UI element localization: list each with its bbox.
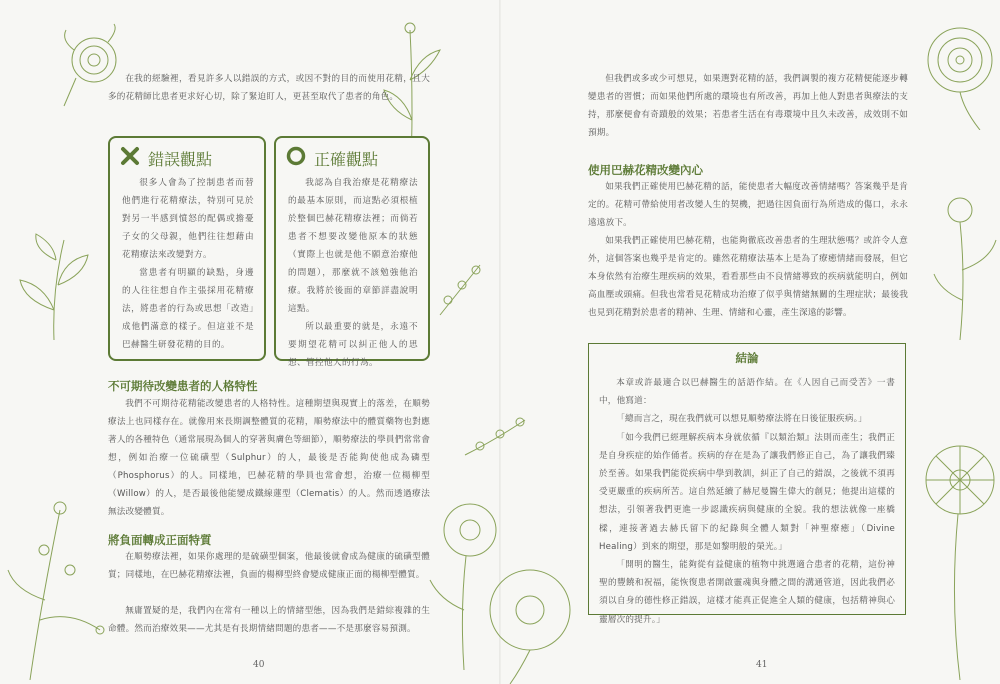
conclusion-text bbox=[599, 374, 895, 629]
page-number-left: 40 bbox=[253, 660, 265, 670]
section-text-personality: 我們不可期待花精能改變患者的人格特性。這種期望與現實上的落差，在順勢療法上也同樣存在。就像用來長期調整體質的花精，順勢療法中的體質藥物也對應著人的各種特色（通常展現為個人的穿著與膚色等細節），順勢療法的學員們常常會想，例如治療一位硫磺型（Sulphur）的人，最後是否能夠使他成為磷型（Phosphorus）的人。同樣地，巴赫花精的學員也常會想，治療一位楊柳型（Willow）的人，是否最後他能變成鐵線蓮型（Clematis）的人。然而透過療法無法改變體質。 bbox=[108, 399, 430, 517]
conclusion-box bbox=[588, 343, 906, 625]
wrong-view-title: 錯誤觀點 bbox=[148, 149, 213, 169]
wrong-view-text bbox=[122, 174, 254, 354]
branch-illustration-icon bbox=[0, 490, 110, 680]
conclusion-quote: 「開明的醫生，能夠從有益健康的植物中挑選適合患者的花精，這份神聖的豐饒和祝福，能恢復患者開啟靈魂與身體之間的溝通管道，因此我們必須以自身的德性修正錯誤，這樣才能真正促進全人類的健康，包括精神與心靈層次的提升。」 bbox=[599, 560, 895, 625]
right-view-title-row bbox=[286, 146, 378, 170]
conclusion-quote: 「如今我們已經理解疾病本身就依循『以類治類』法則而產生；我們正是自身疾症的始作俑者。疾病的存在是為了讓我們修正自己，為了讓我們臻於至善。如果我們能從疾病中學到教訓，糾正了自己的錯誤，之後就不須再受更嚴重的疾病所苦。這自然延續了赫尼曼醫生偉大的創見；他提出這樣的想法，引領著我們更進一步認識疾病與健康的全貌。我的想法就像一座橋樑，連接著過去赫氏留下的紀錄與全體人類對「神聖療癒」（Divine Healing）到來的期望，那是如黎明般的榮光。」 bbox=[599, 432, 895, 552]
circle-icon bbox=[286, 146, 306, 170]
conclusion-quote: 「總而言之，現在我們就可以想見順勢療法將在日後征服疾病。」 bbox=[616, 414, 867, 425]
right-intro-paragraph: 但我們或多或少可想見，如果選對花精的話，我們調製的複方花精便能逐步轉變患者的習慣；而如果他們所處的環境也有所改善，再加上他人對患者與療法的支持，那麼便會有奇蹟般的效果；若患者生活在有毒環境中且久未改善，成效則不如預期。 bbox=[588, 74, 908, 138]
leaf-illustration-icon bbox=[14, 230, 94, 340]
dahlia-illustration-icon bbox=[920, 20, 1000, 130]
right-view-text bbox=[288, 174, 418, 372]
cross-icon bbox=[120, 146, 140, 170]
conclusion-paragraph: 本章或許最適合以巴赫醫生的話語作結。在《人因自己而受苦》一書中，他寫道： bbox=[599, 378, 895, 407]
right-view-paragraph: 我認為自我治療是花精療法的最基本原則，而這點必須根植於整個巴赫花精療法裡；而倘若患者不想要改變他原本的狀態（實際上也就是他不願意治療他的問題），那麼就不該勉強他治療。我將於後面的章節詳盡說明這點。 bbox=[288, 178, 418, 314]
wrong-view-paragraph: 當患者有明顯的缺點，身邊的人往往想自作主張採用花精療法，將患者的行為或思想「改造」成他們滿意的樣子。但這並不是巴赫醫生研發花精的目的。 bbox=[122, 268, 254, 350]
daisy-illustration-icon bbox=[910, 430, 1000, 680]
sprig-center-illustration-icon bbox=[460, 410, 530, 460]
section-heading-positive: 將負面轉成正面特質 bbox=[108, 533, 212, 547]
section-text-positive-1: 在順勢療法裡，如果你處理的是硫磺型個案，他最後就會成為健康的硫磺型體質；同樣地，在巴赫花精療法裡，負面的楊柳型終會變成健康正面的楊柳型體質。 bbox=[108, 552, 430, 580]
right-view-paragraph: 所以最重要的就是，永遠不要期望花精可以糾正他人的思想、管控他人的行為。 bbox=[288, 322, 418, 368]
wrong-view-box bbox=[108, 136, 266, 361]
conclusion-title: 結論 bbox=[735, 351, 759, 365]
wrong-view-paragraph: 很多人會為了控制患者而替他們進行花精療法，特別可見於對另一半感到憤怒的配偶或擔憂子女的父母親，他們往往想藉由花精療法來改變對方。 bbox=[122, 178, 254, 260]
wrong-view-title-row bbox=[120, 146, 212, 170]
poppy-illustration-icon bbox=[450, 560, 600, 684]
section-heading-inner-change: 使用巴赫花精改變內心 bbox=[588, 163, 703, 177]
right-view-title: 正確觀點 bbox=[314, 149, 379, 169]
page-number-right: 41 bbox=[756, 660, 768, 670]
intro-paragraph: 在我的經驗裡，看見許多人以錯誤的方式，或因不對的目的而使用花精，且大多的花精師比患者更求好心切，除了緊迫盯人，更甚至取代了患者的角色。 bbox=[108, 74, 430, 102]
section-text-positive-2: 無庸置疑的是，我們內在常有一種以上的情緒型態，因為我們是錯綜複雜的生命體。然而治療效果——尤其是有長期情緒問題的患者——不是那麼容易預測。 bbox=[108, 606, 430, 634]
section-text-inner-change-2: 如果我們正確使用巴赫花精，也能夠徹底改善患者的生理狀態嗎？或許令人意外，這個答案也幾乎是肯定的。雖然花精療法基本上是為了療癒情緒而發展，但它本身依然有治療生理疾病的效果，看看那些由不良情緒導致的疾病就能明白，例如高血壓或頭痛。但我也常看見花精成功治療了似乎與情緒無關的生理症狀；最後我也見到花精對於患者的精神、生理、情緒和心靈，產生深遠的影響。 bbox=[588, 236, 908, 318]
sprig-illustration-icon bbox=[430, 260, 490, 320]
bloom-illustration-icon bbox=[930, 180, 1000, 340]
section-heading-personality: 不可期待改變患者的人格特性 bbox=[108, 379, 258, 393]
right-view-box bbox=[274, 136, 430, 368]
section-text-inner-change-1: 如果我們正確使用巴赫花精的話，能使患者大幅度改善情緒嗎？答案幾乎是肯定的。花精可帶給使用者改變人生的契機，把過往因負面行為所造成的傷口，永永遠遠放下。 bbox=[588, 182, 908, 228]
